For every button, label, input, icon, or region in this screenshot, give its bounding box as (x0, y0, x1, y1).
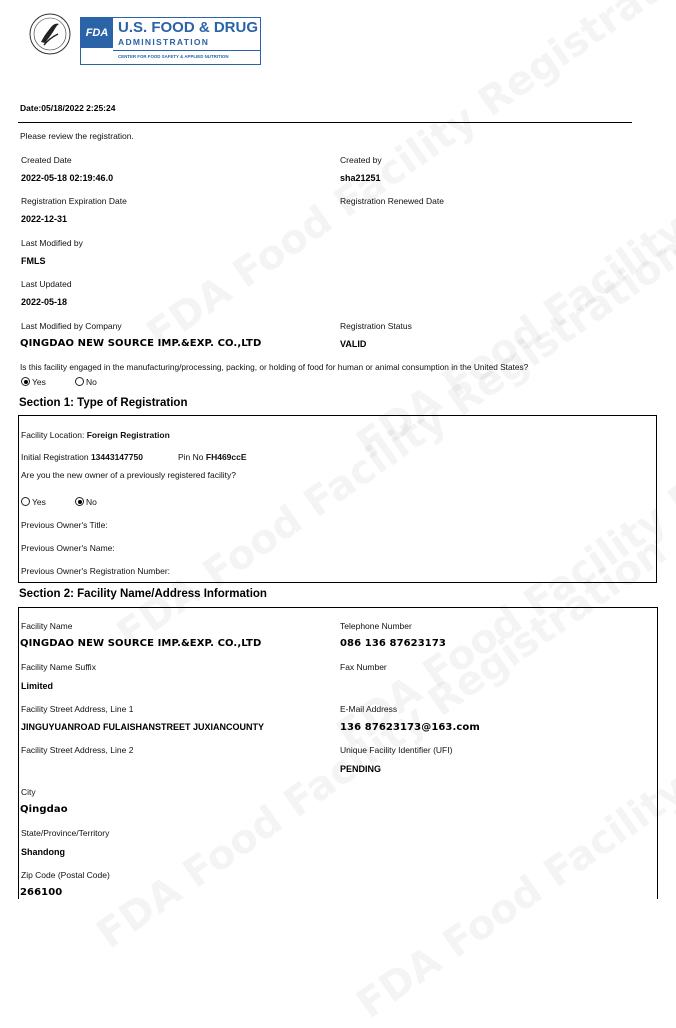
name-suffix-label: Facility Name Suffix (21, 662, 96, 672)
facility-location-label: Facility Location: (21, 430, 85, 440)
prev-owner-name-label: Previous Owner's Name: (21, 543, 115, 553)
section2-top-border (18, 607, 658, 608)
pin-number (178, 452, 247, 462)
city-label: City (21, 787, 36, 797)
street2-label: Facility Street Address, Line 2 (21, 745, 134, 755)
s1-yes-option[interactable] (21, 497, 46, 507)
q1-no-option[interactable] (75, 377, 97, 387)
created-date-value: 2022-05-18 02:19:46.0 (21, 173, 114, 183)
q1-yes-option[interactable] (21, 377, 46, 387)
created-date-label: Created Date (21, 155, 72, 165)
created-by-label: Created by (340, 155, 382, 165)
fda-logo (80, 17, 261, 65)
watermark-text (349, 38, 676, 468)
section2-left-border (18, 607, 19, 899)
facility-name-value: QINGDAO NEW SOURCE IMP.&EXP. CO.,LTD (20, 638, 262, 649)
prev-owner-title-label: Previous Owner's Title: (21, 520, 108, 530)
modified-company-value: QINGDAO NEW SOURCE IMP.&EXP. CO.,LTD (20, 338, 262, 349)
city-value: Qingdao (20, 804, 68, 815)
s1-no-label: No (86, 497, 97, 507)
radio-selected-icon[interactable] (21, 377, 30, 386)
status-label: Registration Status (340, 321, 412, 331)
telephone-value: 086 136 87623173 (340, 638, 446, 649)
initial-registration-value: 13443147750 (90, 452, 143, 462)
ufi-value: PENDING (340, 764, 382, 774)
name-suffix-value: Limited (21, 681, 54, 691)
street1-value: JINGUYUANROAD FULAISHANSTREET JUXIANCOUNTY (21, 722, 265, 732)
pin-label: Pin No (178, 452, 204, 462)
section2-right-border (657, 607, 658, 899)
agency-sub: ADMINISTRATION (118, 37, 210, 47)
renewed-label: Registration Renewed Date (340, 196, 444, 206)
ufi-label: Unique Facility Identifier (UFI) (340, 745, 453, 755)
header-rule (18, 122, 632, 123)
initial-registration-label: Initial Registration (21, 452, 89, 462)
facility-location (21, 430, 170, 440)
facility-location-value: Foreign Registration (86, 430, 170, 440)
consumption-question: Is this facility engaged in the manufacturing/processing, packing, or holding of food for human or animal consumption in the United States? (20, 362, 529, 372)
new-owner-question: Are you the new owner of a previously registered facility? (21, 470, 236, 480)
street1-label: Facility Street Address, Line 1 (21, 704, 134, 714)
zip-label: Zip Code (Postal Code) (21, 870, 110, 880)
state-label: State/Province/Territory (21, 828, 110, 838)
s1-yes-label: Yes (32, 497, 46, 507)
watermark-text (349, 598, 676, 1028)
pin-value: FH469ccE (205, 452, 247, 462)
state-value: Shandong (21, 847, 65, 857)
email-label: E-Mail Address (340, 704, 398, 714)
initial-registration (21, 452, 143, 462)
prev-owner-reg-label: Previous Owner's Registration Number: (21, 566, 171, 576)
radio-unselected-icon[interactable] (75, 377, 84, 386)
facility-name-label: Facility Name (21, 621, 73, 631)
created-by-value: sha21251 (340, 173, 381, 183)
last-updated-label: Last Updated (21, 279, 72, 289)
logo-divider (113, 50, 260, 51)
last-modified-by-label: Last Modified by (21, 238, 83, 248)
q1-no-label: No (86, 377, 97, 387)
modified-company-label: Last Modified by Company (21, 321, 122, 331)
s1-no-option[interactable] (75, 497, 97, 507)
report-date: Date:05/18/2022 2:25:24 (20, 103, 116, 113)
agency-name: U.S. FOOD & DRUG (118, 19, 259, 36)
zip-value: 266100 (20, 887, 63, 898)
last-modified-by-value: FMLS (21, 256, 46, 266)
last-updated-value: 2022-05-18 (21, 297, 68, 307)
review-note: Please review the registration. (20, 131, 134, 141)
telephone-label: Telephone Number (340, 621, 412, 631)
status-value: VALID (340, 339, 367, 349)
section2-title: Section 2: Facility Name/Address Information (19, 588, 267, 600)
fda-abbrev: FDA (81, 18, 113, 48)
expiration-label: Registration Expiration Date (21, 196, 127, 206)
email-value: 136 87623173@163.com (340, 722, 480, 733)
hhs-seal-logo (28, 12, 72, 56)
radio-selected-icon[interactable] (75, 497, 84, 506)
q1-yes-label: Yes (32, 377, 46, 387)
fax-label: Fax Number (340, 662, 387, 672)
section1-title: Section 1: Type of Registration (19, 397, 188, 409)
radio-unselected-icon[interactable] (21, 497, 30, 506)
expiration-value: 2022-12-31 (21, 214, 68, 224)
center-name: CENTER FOR FOOD SAFETY & APPLIED NUTRITION (118, 54, 229, 59)
section1-box (18, 415, 657, 583)
